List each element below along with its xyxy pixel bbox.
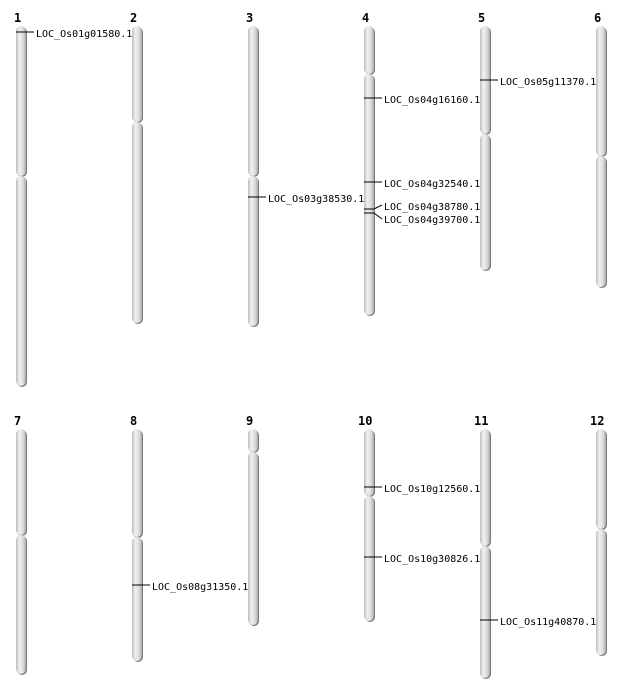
chromosome-9 — [248, 429, 259, 626]
gene-label: LOC_Os04g39700.1 — [384, 215, 481, 226]
chromosome-label-4: 4 — [362, 11, 370, 25]
chromosome-10 — [364, 429, 375, 622]
gene-label: LOC_Os04g16160.1 — [384, 95, 481, 106]
chromosome-label-11: 11 — [474, 414, 489, 428]
gene-marker-os08g31350 — [132, 582, 248, 593]
gene-label: LOC_Os10g12560.1 — [384, 484, 481, 495]
gene-marker-os05g11370 — [480, 77, 596, 88]
chromosome-label-12: 12 — [590, 414, 605, 428]
chromosome-label-9: 9 — [246, 414, 254, 428]
gene-marker-os04g16160 — [364, 95, 480, 106]
chromosome-label-1: 1 — [14, 11, 22, 25]
chromosome-label-3: 3 — [246, 11, 254, 25]
gene-label: LOC_Os08g31350.1 — [152, 582, 249, 593]
chromosome-11 — [480, 429, 491, 679]
gene-marker-os04g39700 — [364, 213, 480, 226]
chromosome-label-6: 6 — [594, 11, 602, 25]
gene-label: LOC_Os05g11370.1 — [500, 77, 597, 88]
chromosome-5 — [480, 26, 491, 271]
chromosome-8 — [132, 429, 143, 662]
gene-label: LOC_Os03g38530.1 — [268, 194, 365, 205]
gene-marker-os01g01580 — [16, 29, 132, 40]
gene-label: LOC_Os04g38780.1 — [384, 202, 481, 213]
gene-marker-os03g38530 — [248, 194, 364, 205]
chromosome-label-2: 2 — [130, 11, 138, 25]
chromosome-1 — [16, 26, 27, 387]
gene-label: LOC_Os10g30826.1 — [384, 554, 481, 565]
gene-label: LOC_Os11g40870.1 — [500, 617, 597, 628]
chromosome-4 — [364, 26, 375, 316]
chromosome-2 — [132, 26, 143, 324]
chromosome-label-5: 5 — [478, 11, 486, 25]
chromosome-3 — [248, 26, 259, 327]
gene-label: LOC_Os04g32540.1 — [384, 179, 481, 190]
chromosome-label-7: 7 — [14, 414, 22, 428]
chromosome-6 — [596, 26, 607, 288]
chromosome-label-8: 8 — [130, 414, 138, 428]
gene-marker-os10g12560 — [364, 484, 480, 495]
chromosome-12 — [596, 429, 607, 656]
gene-marker-os04g32540 — [364, 179, 480, 190]
gene-marker-os04g38780 — [364, 202, 480, 213]
gene-marker-os10g30826 — [364, 554, 480, 565]
gene-marker-os11g40870 — [480, 617, 596, 628]
gene-label: LOC_Os01g01580.1 — [36, 29, 133, 40]
chromosome-label-10: 10 — [358, 414, 373, 428]
chromosome-7 — [16, 429, 27, 675]
